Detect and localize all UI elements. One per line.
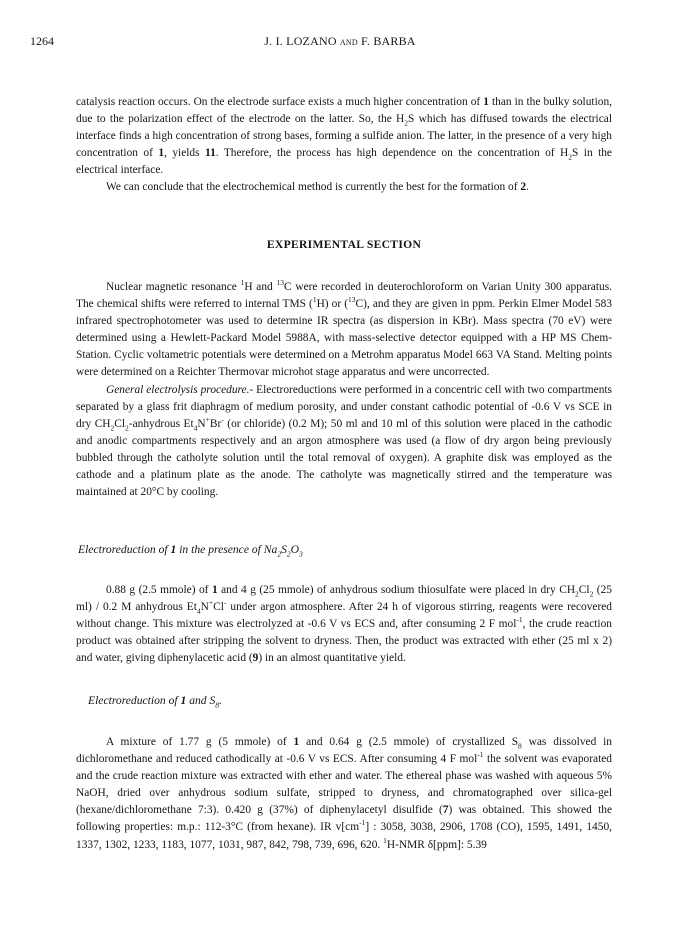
paragraph-general-procedure: General electrolysis procedure.- Electroreductions were performed in a concentric cell with two compartments separated by a glass frit diaphragm of medium porosity, and under constant cathodic potential of -0.6 V vs SCE in dry $CH_2Cl_2$-anhydrous $Et_4N^+Br^-$ (or chloride) (0.2 M); 50 ml and 10 ml of this solution were placed in the cathodic and anodic compartments respectively and an argon atmosphere was used (a flow of dry argon being previously bubbled through the catholyte solution until the total removal of oxygen). A graphite disk was employed as the cathode and a platinum plate as the anode. The catholyte was magnetically stirred and the temperature was maintained at 20°C by cooling. [76, 383, 612, 499]
discussion-conclusion [76, 94, 612, 197]
experimental-body [76, 279, 612, 501]
subheading-thiosulfate: Electroreduction of 1 in the presence of $Na_2S_2O_3$ [78, 543, 303, 559]
paragraph-conclusion: We can conclude that the electrochemical method is currently the best for the formation of 2. [106, 181, 529, 194]
page-header [30, 34, 650, 50]
paragraph-sulfur: A mixture of 1.77 g (5 mmole) of 1 and 0.64 g (2.5 mmole) of crystallized $S_8$ was dissolved in dichloromethane and reduced cathodically at -0.6 V vs ECS. After consuming 4 F mol$^{-1}$ the solvent was evaporated and the crude reaction mixture was extracted with ether and water. The ethereal phase was washed with aqueous 5% NaOH, dried over anhydrous sodium sulfate, stripped to dryness, and chromatographed over silica-gel (hexane/dichloromethane 7:3). 0.420 g (37%) of diphenylacetyl disulfide (7) was obtained. This showed the following properties: m.p.: 112-3°C (from hexane). IR $v[cm^{-1}]$ : 3058, 3038, 2906, 1708 (CO), 1595, 1491, 1450, 1337, 1302, 1233, 1183, 1077, 1031, 987, 842, 798, 739, 696, 620. $^1$H-NMR δ[ppm]: 5.39 [76, 736, 613, 851]
subheading-sulfur: Electroreduction of 1 and $S_8$. [88, 694, 222, 710]
sulfur-body [76, 734, 612, 854]
page-number: 1264 [30, 34, 54, 48]
paragraph-catalysis: catalysis reaction occurs. On the electrode surface exists a much higher concentration of 1 than in the bulky solution, due to the polarization effect of the electrode on the latter. So, the $H_2S$ which has diffused towards the electrical interface finds a high concentration of strong bases, forming a sulfide anion. The latter, in the presence of a very high concentration of 1, yields 11. Therefore, the process has high dependence on the concentration of $H_2S$ in the electrical interface. [76, 96, 612, 177]
section-heading-experimental: EXPERIMENTAL SECTION [266, 238, 422, 251]
paragraph-thiosulfate: 0.88 g (2.5 mmole) of 1 and 4 g (25 mmole) of anhydrous sodium thiosulfate were placed in dry $CH_2Cl_2$ (25 ml) / 0.2 M anhydrous $Et_4N^+Cl^-$ under argon atmosphere. After 24 h of vigorous stirring, reagents were recovered without change. This mixture was electrolyzed at -0.6 V vs ECS and, after consuming 2 F mol$^{-1}$, the crude reaction product was obtained after stripping the solvent to dryness. Then, the product was extracted with ether (25 ml x 2) and water, giving diphenylacetic acid (9) in an almost quantitative yield. [76, 584, 612, 665]
running-title: J. I. LOZANO and F. BARBA [264, 34, 416, 48]
thiosulfate-body [76, 582, 612, 667]
paragraph-instrumentation: Nuclear magnetic resonance $^1$H and $^{13}$C were recorded in deuterochloroform on Varian Unity 300 apparatus. The chemical shifts were referred to internal TMS ($^1$H) or ($^{13}$C), and they are given in ppm. Perkin Elmer Model 583 infrared spectrophotometer was used to determine IR spectra (as dispersion in KBr). Mass spectra (70 eV) were determined using a Hewlett-Packard Model 5988A, with mass-selective detector equipped with a HP MS Chem-Station. Cyclic voltametric potentials were determined on a Metrohm apparatus Model 663 VA Stand. Melting points were determined on a Reichter Thermovar microhot stage apparatus and were uncorrected. [76, 278, 613, 379]
